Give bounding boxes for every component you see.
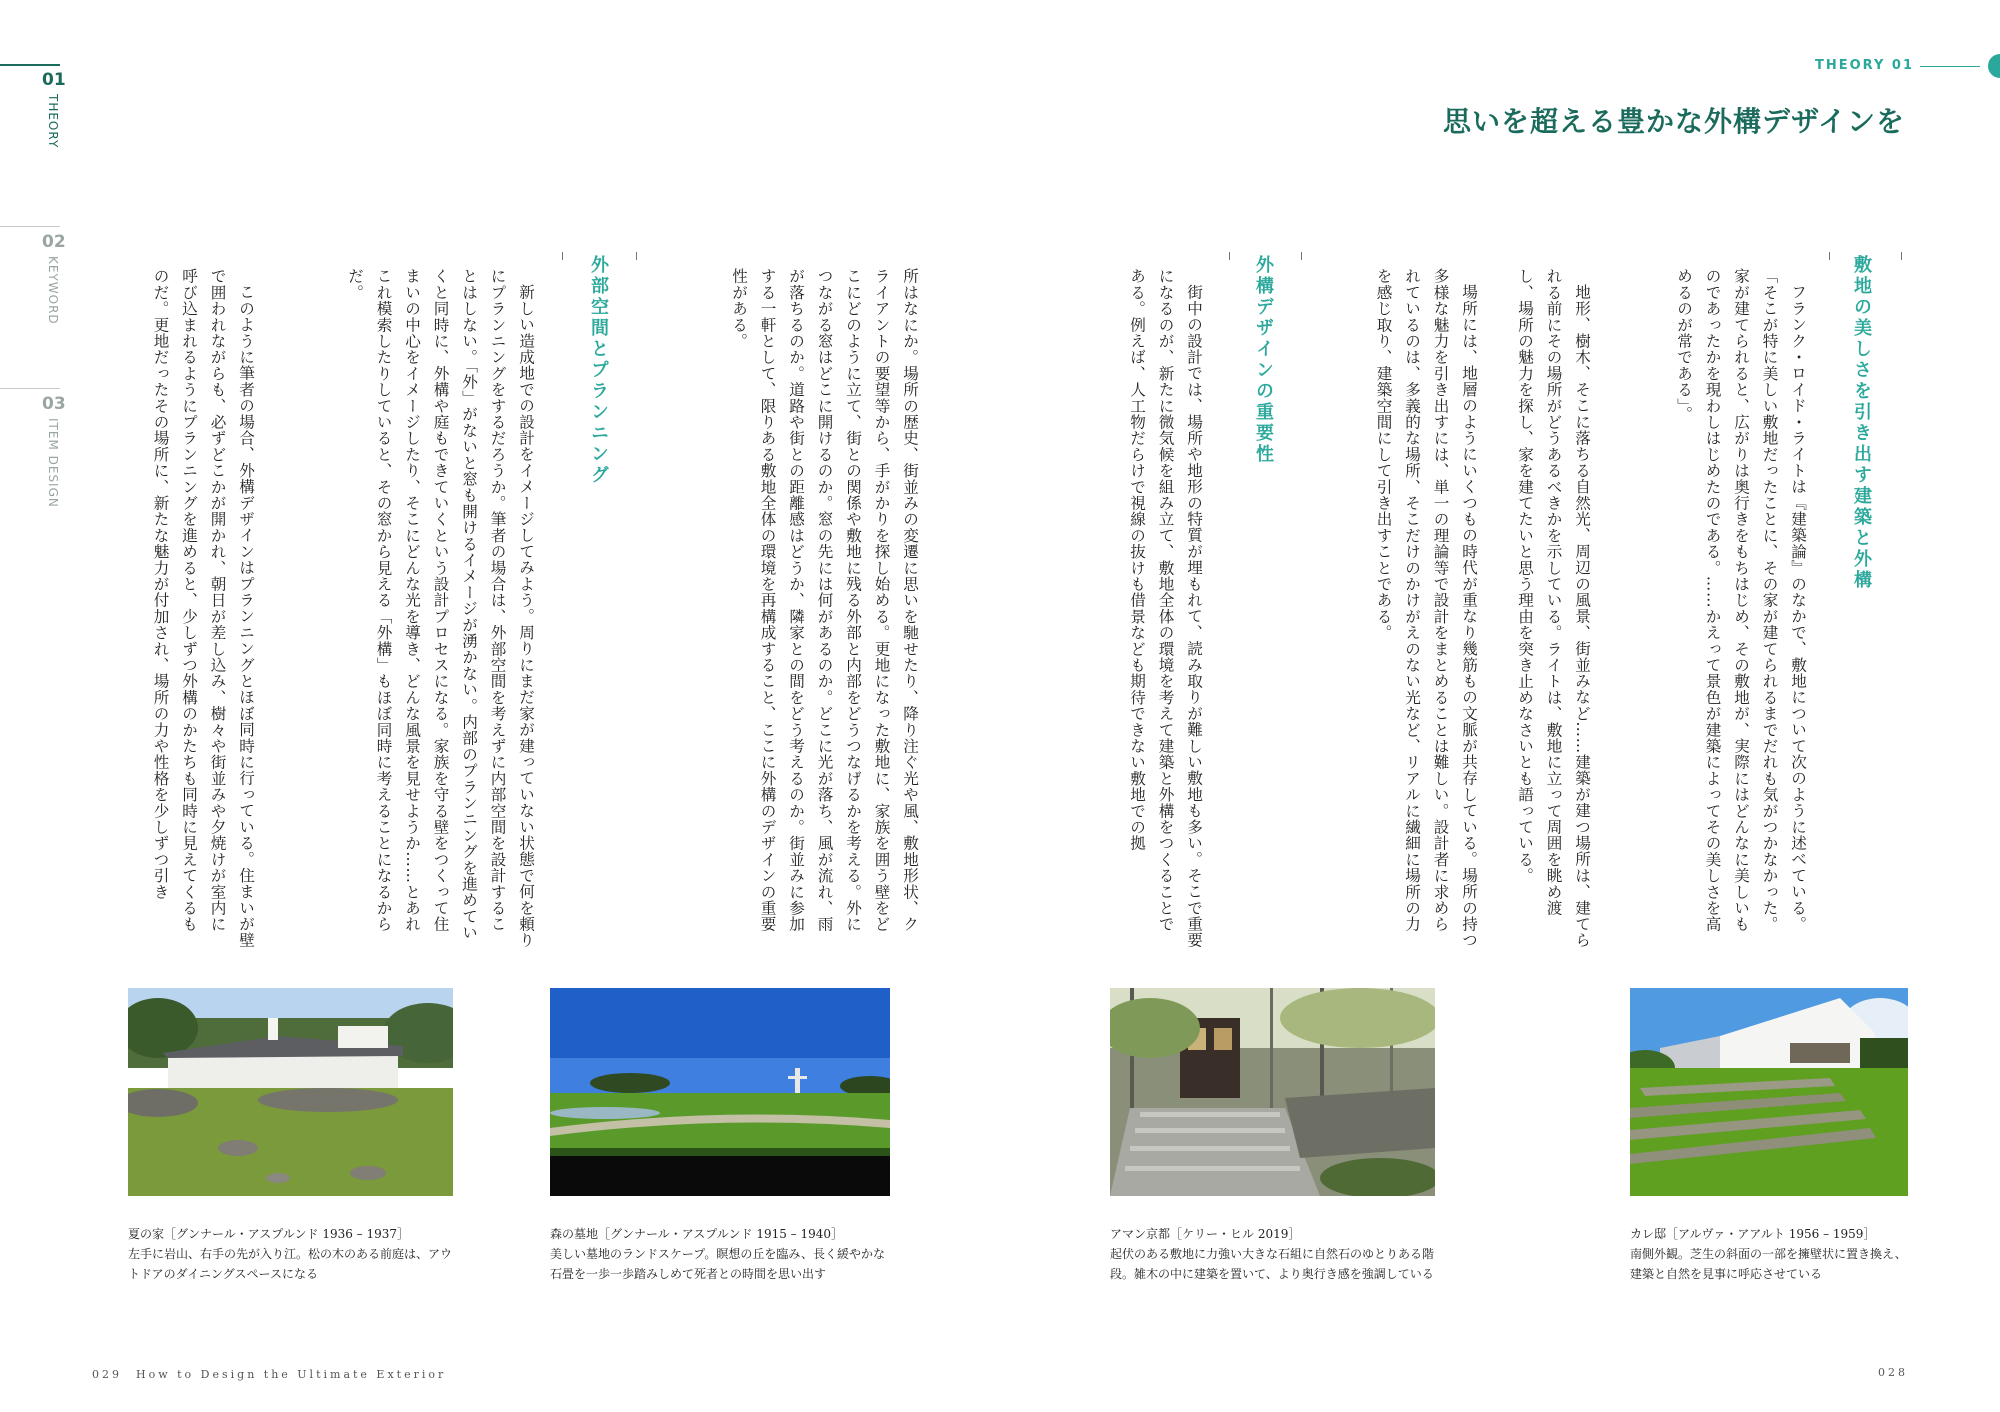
sidebar-item-num-01[interactable]: 01 <box>42 70 66 90</box>
caption-title: アマン京都［ケリー・ヒル 2019］ <box>1110 1227 1301 1241</box>
caption-carre-house <box>1630 1224 1915 1284</box>
heading-tick <box>1901 252 1902 260</box>
caption-text: 南側外観。芝生の斜面の一部を擁壁状に置き換え、建築と自然を見事に呼応させている <box>1630 1247 1907 1281</box>
text-block-place <box>1323 268 1483 948</box>
left-page-folio: 029 How to Design the Ultimate Exterior <box>92 1368 447 1381</box>
text-block-new-site <box>300 268 540 948</box>
paragraph: 地形、樹木、そこに落ちる自然光、周辺の風景、街並みなど……建築が建つ場所は、建てられる前にその場所がどうあるべきかを示している。ライトは、敷地に立って周囲を眺め渡し、場所の魅力を探し、家を建てたいと思う理由を突き止めなさいとも語っている。 <box>1516 268 1591 948</box>
caption-title: カレ邸［アルヴァ・アアルト 1956 – 1959］ <box>1630 1227 1876 1241</box>
heading-tick <box>636 252 637 260</box>
sidebar-divider-02 <box>0 226 60 227</box>
theory-tab-marker <box>1988 54 2000 78</box>
theory-rule <box>1920 66 1980 67</box>
caption-summer-house <box>128 1224 458 1284</box>
text-block-planning <box>130 268 260 948</box>
heading-exterior-planning: 外部空間とプランニング <box>588 255 609 486</box>
heading-site-beauty: 敷地の美しさを引き出す建築と外構 <box>1851 255 1872 591</box>
heading-tick <box>1229 252 1230 260</box>
paragraph: 所はなにか。場所の歴史、街並みの変遷に思いを馳せたり、降り注ぐ光や風、敷地形状、クライアントの要望等から、手がかりを探し始める。更地になった敷地に、家族を囲う壁をどこにどのように立て、街との関係や敷地に残る外部と内部をどうつなげるかを考える。外につながる窓はどこに開けるのか。窓の先には何があるのか。どこに光が落ち、風が流れ、雨が落ちるのか。道路や街との距離感はどうか、隣家との間をどう考えるのか。街並みに参加する一軒として、限りある敷地全体の環境を再構成すること、ここに外構のデザインの重要性がある。 <box>730 268 919 933</box>
sidebar-divider-03 <box>0 388 60 389</box>
sidebar-item-keyword[interactable]: KEYWORD <box>46 256 60 325</box>
caption-aman-kyoto <box>1110 1224 1445 1284</box>
paragraph: 新しい造成地での設計をイメージしてみよう。周りにまだ家が建っていない状態で何を頼りにプランニングをするだろうか。筆者の場合は、外部空間を考えずに内部空間を設計することはしない。「外」がないと窓も開けるイメージが湧かない。内部のプランニングを進めていくと同時に、外構や庭もできていくという設計プロセスになる。家族を守る壁をつくって住まいの中心をイメージしたり、そこにどんな光を導き、どんな風景を見せようか……とあれこれ模索したりしていると、その窓から見える「外構」もほぼ同時に考えることになるからだ。 <box>346 268 535 948</box>
caption-text: 起伏のある敷地に力強い大きな石組に自然石のゆとりある階段。雑木の中に建築を置いて、より奥行き感を強調している <box>1110 1247 1435 1281</box>
paragraph: フランク・ロイド・ライトは『建築論』のなかで、敷地について次のように述べている。「そこが特に美しい敷地だったことに、その家が建てられるまでだれも気がつかなかった。家が建てられると、広がりは奥行きをもちはじめ、その敷地が、実際にはどんなに美しいものであったかを現わしはじめたのである。……かえって景色が建築によってその美しさを高めるのが常である」。 <box>1675 268 1807 933</box>
page-title: 思いを超える豊かな外構デザインを <box>1442 105 1905 138</box>
paragraph: このように筆者の場合、外構デザインはプランニングとほぼ同時に行っている。住まいが壁で囲われながらも、必ずどこかが開かれ、朝日が差し込み、樹々や街並みや夕焼けが室内に呼び込まれるようにプランニングを進めると、少しずつ外構のかたちも同時に見えてくるものだ。更地だったその場所に、新たな魅力が付加され、場所の力や性格を少しずつ引き <box>151 268 255 948</box>
sidebar-divider-01 <box>0 64 60 66</box>
caption-title: 森の墓地［グンナール・アスプルンド 1915 – 1940］ <box>550 1227 844 1241</box>
sidebar-item-num-02[interactable]: 02 <box>42 232 66 252</box>
sidebar-item-item-design[interactable]: ITEM DESIGN <box>46 418 60 508</box>
text-block-urban <box>1108 268 1208 948</box>
theory-label: THEORY 01 <box>1815 58 1915 73</box>
heading-exterior-importance: 外構デザインの重要性 <box>1253 255 1274 465</box>
heading-tick <box>1301 252 1302 260</box>
caption-text: 美しい墓地のランドスケープ。瞑想の丘を臨み、長く緩やかな石畳を一歩一歩踏みしめて死者との時間を思い出す <box>550 1247 886 1281</box>
text-block-intro <box>1612 268 1812 948</box>
paragraph: 街中の設計では、場所や地形の特質が埋もれて、読み取りが難しい敷地も多い。そこで重要になるのが、新たに微気候を組み立て、敷地全体の環境を考えて建築と外構をつくることである。例えば、人工物だらけで視線の抜けも借景なども期待できない敷地での拠 <box>1128 268 1203 948</box>
heading-tick <box>562 252 563 260</box>
right-page-folio: 028 <box>1878 1366 1908 1379</box>
caption-title: 夏の家［グンナール・アスプルンド 1936 – 1937］ <box>128 1227 410 1241</box>
sidebar-item-theory[interactable]: THEORY <box>46 94 60 149</box>
heading-tick <box>1829 252 1830 260</box>
caption-woodland-cemetery <box>550 1224 895 1284</box>
photo-carre-house <box>1630 988 1908 1196</box>
paragraph: 場所には、地層のようにいくつもの時代が重なり幾筋もの文脈が共存している。場所の持つ多様な魅力を引き出すには、単一の理論等で設計をまとめることは難しい。設計者に求められているのは、多義的な場所、そこだけのかけがえのない光など、リアルに繊細に場所の力を感じ取り、建築空間にして引き出すことである。 <box>1374 268 1478 948</box>
photo-woodland-cemetery <box>550 988 890 1196</box>
photo-summer-house <box>128 988 453 1196</box>
caption-text: 左手に岩山、右手の先が入り江。松の木のある前庭は、アウトドアのダイニングスペースになる <box>128 1247 453 1281</box>
text-block-place-history <box>654 268 924 948</box>
sidebar-item-num-03[interactable]: 03 <box>42 394 66 414</box>
text-block-terrain <box>1496 268 1596 948</box>
photo-aman-kyoto <box>1110 988 1435 1196</box>
